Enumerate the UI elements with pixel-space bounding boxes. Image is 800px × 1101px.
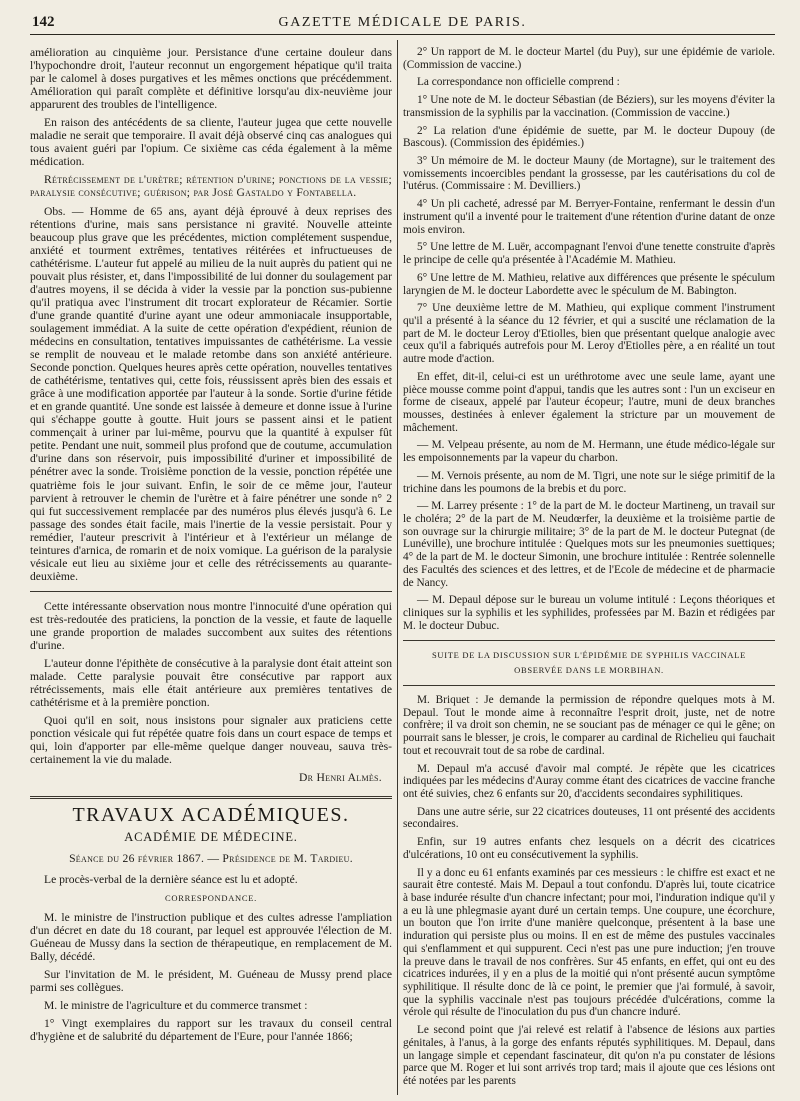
case-title: Rétrécissement de l'urètre; rétention d'urine; ponctions de la vessie; paralysie consécutive; guérison; par José Gastaldo y Fontabella. (30, 173, 392, 200)
seance-line: Séance du 26 février 1867. — Présidence de M. Tardieu. (69, 851, 353, 865)
right-column (403, 46, 775, 1094)
paragraph: Quoi qu'il en soit, nous insistons pour signaler aux praticiens cette ponction vésicale qui fut répétée quatre fois dans un court espace de temps et qui, loin d'apporter par elle-même quelque danger nouveau, sauva très-certainement la vie du malade. (30, 714, 392, 767)
paragraph: Sur l'invitation de M. le président, M. Guéneau de Mussy prend place parmi ses collègues. (30, 967, 392, 994)
paragraph: La correspondance non officielle comprend : (417, 76, 620, 89)
page-header (30, 6, 775, 35)
paragraph: M. le ministre de l'agriculture et du commerce transmet : (44, 999, 308, 1012)
paragraph: M. Briquet : Je demande la permission de répondre quelques mots à M. Depaul. Tout le monde aime à reconnaître l'esprit droit, juste, net de notre confrère; il va droit son chemin, ne se souciant pas de ménager ce qui le gêne; on pourrait sans le blesser, je crois, le comparer au cardinal de Richelieu qui fauchait tout et recouvrait tout de sa robe de cardinal. (403, 693, 775, 757)
left-column (30, 46, 392, 1094)
paragraph: Enfin, sur 19 autres enfants chez lesquels on a décrit des cicatrices d'ulcérations, 10 ont eu consécutivement la syphilis. (403, 836, 775, 861)
paragraph: — M. Vernois présente, au nom de M. Tigri, une note sur le siége primitif de la trichine dans les poumons de la brebis et du porc. (403, 469, 775, 495)
journal-title: GAZETTE MÉDICALE DE PARIS. (278, 15, 527, 30)
discussion-heading: SUITE DE LA DISCUSSION SUR L'ÉPIDÉMIE DE SYPHILIS VACCINALE (431, 650, 747, 661)
paragraph: Cette intéressante observation nous montre l'innocuité d'une opération qui est très-redoutée des praticiens, la ponction de la vessie, et faute de laquelle une grande proportion de malades succombent aux suites des rétentions d'urine. (30, 599, 392, 653)
paragraph: Le second point que j'ai relevé est relatif à l'absence de lésions aux parties génitales, à l'anus, à la gorge des enfants réputés syphilitiques. M. Depaul, dans un langage simple et cependant fascinateur, dit qu'on n'a pu constater de lésions parce que M. Roger et lui sont arrivés trop tard; mais il ajoute que ces lésions ont été notées par les parents (403, 1024, 775, 1088)
paragraph: Il y a donc eu 61 enfants examinés par ces messieurs : le chiffre est exact et ne saurait être contesté. Mais M. Depaul a tout confondu. D'après lui, toute cicatrice à base indurée résulte d'un chancre infectant; pour moi, l'induration indique qu'il y a eu là une phlegmasie ayant duré un certain temps. Une coupure, une écorchure, un bouton que l'on irrite d'une manière quelconque, présentent à la base une induration qui persiste plus ou moins. Il en est de même des pustules vaccinales qui s'enflamment et qui suppurent. Ceci n'est pas une pure induction; j'en trouve la preuve dans le travail de nos confrères. Sur 45 enfants, en effet, qui ont eu des cicatrices indurées, il y en a plus de la moitié qui n'ont présenté aucun symptôme syphilitique. Il résulte donc de là ce point, le premier que j'ai formulé, à savoir, que la syphilis vaccinale n'est pas toujours précédée d'ulcérations, comme la vérole qui résulte de l'inoculation du pus d'un chancre induré. (403, 866, 775, 1019)
paragraph: 4° Un pli cacheté, adressé par M. Berryer-Fontaine, renfermant le dessin d'un instrument qu'il a inventé pour le traitement d'une rétention d'urine datant de onze mois environ. (403, 198, 775, 236)
paragraph: En raison des antécédents de sa cliente, l'auteur jugea que cette nouvelle maladie ne serait que temporaire. Il avait déjà observé cinq cas analogues qui tous avaient guéri par l'opium. Ce sixième cas céda également à la même médication. (30, 116, 392, 169)
paragraph: 2° La relation d'une épidémie de suette, par M. le docteur Dupouy (de Bascous). (Commission des épidémies.) (403, 124, 775, 150)
paragraph: 3° Un mémoire de M. le docteur Mauny (de Mortagne), sur le traitement des vomissements incoercibles pendant la grossesse, par les cautérisations du col de l'utérus. (Commissaire : M. Devilliers.) (403, 155, 775, 193)
paragraph: En effet, dit-il, celui-ci est un uréthrotome avec une seule lame, ayant une pièce mousse comme point d'appui, tandis que les autres sont : l'un un exciseur en forme de ciseaux, appelé par l'auteur écopeur; l'autre, muni de deux branches mousses, destinées à enlever également la stricture par un mouvement de mâchement. (403, 370, 775, 434)
separator (30, 591, 392, 592)
paragraph: amélioration au cinquième jour. Persistance d'une certaine douleur dans l'hypochondre droit, l'auteur reconnut un engorgement hépatique qu'il traita par le calomel à doses purgatives et les mêmes onctions que précédemment. Amélioration qui paraît complète et définitive lorsqu'au dix-neuvième jour apparurent des troubles de l'intelligence. (30, 46, 392, 112)
section-separator (30, 796, 392, 799)
paragraph: M. Depaul m'a accusé d'avoir mal compté. Je répète que les cicatrices indiquées par les médecins d'Auray comme étant des cicatrices de vaccine franche ont été suivies, chez 6 enfants sur 20, d'accidents secondaires syphilitiques. (403, 762, 775, 800)
paragraph: Dans une autre série, sur 22 cicatrices douteuses, 11 ont présenté des accidents secondaires. (403, 805, 775, 831)
paragraph: 6° Une lettre de M. Mathieu, relative aux différences que présente le spéculum laryngien de M. le docteur Labordette avec le spéculum de M. Babington. (403, 271, 775, 297)
academy-title: ACADÉMIE DE MÉDECINE. (124, 829, 298, 844)
correspondance-heading: CORRESPONDANCE. (165, 892, 257, 903)
paragraph: L'auteur donne l'épithète de consécutive à la paralysie dont était atteint son malade. Cette paralysie pouvait être consécutive par rapport aux rétrécissements, mais elle était antérieure aux premières tentatives de cathétérisme et à la première ponction. (30, 657, 392, 710)
discussion-subheading: OBSERVÉE DANS LE MORBIHAN. (514, 665, 664, 676)
paragraph: 1° Vingt exemplaires du rapport sur les travaux du conseil central d'hygiène et de salubrité du département de l'Eure, pour l'année 1866; (30, 1017, 392, 1044)
paragraph: 7° Une deuxième lettre de M. Mathieu, qui explique comment l'instrument qu'il a présenté à la séance du 12 février, et qui a suscité une réclamation de la part de M. le docteur Leroy d'Etiolles, bien que présentant quelque analogie avec ceux qu'il a fabriqués autrefois pour M. Leroy d'Etiolles père, a en réalité un tout autre mode d'action. (403, 302, 775, 366)
paragraph: Obs. — Homme de 65 ans, ayant déjà éprouvé à deux reprises des rétentions d'urine, mais sans persistance ni gravité. Nouvelle atteinte beaucoup plus grave que les précédentes, miction complétement suspendue, anxiété et tourment extrêmes, tentatives réitérées et infructueuses de cathétérisme. L'auteur fut appelé au milieu de la nuit auprès du patient qui ne pouvait plus résister, et, dans l'impossibilité de lui donner du soulagement par d'autres moyens, il se décida à vider la vessie par la ponction sus-pubienne qu'il pratiqua avec l'instrument dit trocart explorateur de Récamier. Sortie d'une grande quantité d'urine ayant une odeur ammoniacale insupportable, soulagement immédiat. A la suite de cette opération d'expédient, réunion de médecins en consultation, tentatives impuissantes de cathétérisme. La vessie se remplit de nouveau et le malade retombe dans son anxiété antérieure. Seconde ponction. Quelques heures après cette opération, nouvelles tentatives de cathétérisme, tentatives qui, cette fois, réussissent après bien des essais et grâce à une modification apportée par l'auteur à la sonde. Sortie d'urine fétide et en grande quantité. Une sonde est laissée à demeure et donne issue à l'urine qui s'échappe goutte à goutte. Huit jours se passent ainsi et le patient commençait à uriner par lui-même, pourvu que la quantité à expulser fût petite. Pendant une nuit, sommeil plus profond que de coutume, accumulation d'urine dans son réservoir, puis impossibilité d'uriner et impossibilité de pénétrer avec la sonde. Troisième ponction de la vessie, ponction répétée une quatrième fois le jour suivant. Enfin, le soir de ce même jour, l'auteur parvient à retrouver le chemin de l'urètre et à faire pénétrer une sonde n° 2 qui fut successivement remplacée par des numéros plus élevés jusqu'à 6. Le passage des sondes était facile, mais l'inertie de la vessie persistait. Pour y remédier, l'auteur prescrivit à l'intérieur et à l'extérieur un mélange de teintures d'arnica, de romarin et de noix vomique. La guérison de la paralysie vésicale eut lieu au sixième jour et celle des rétrécissements au quarante-deuxième. (30, 204, 392, 583)
signature: Dr Henri Almès. (298, 771, 382, 785)
separator (403, 685, 775, 686)
paragraph: 5° Une lettre de M. Luër, accompagnant l'envoi d'une tenette construite d'après le principe de celle qu'a présentée à l'Académie M. Mathieu. (403, 241, 775, 267)
section-title: TRAVAUX ACADÉMIQUES. (72, 804, 350, 827)
paragraph: — M. Larrey présente : 1° de la part de M. le docteur Martineng, un travail sur le choléra; 2° de la part de M. Neudœrfer, la deuxième et la troisième partie de son ouvrage sur la chirurgie militaire; 3° de la part de M. le docteur Putegnat (de Lunéville), une brochure intitulée : Quelques mots sur les pneumonies suettiques; 4° de la part de M. le docteur Simonin, une brochure intitulée : Rentrée solennelle des Facultés des sciences et des lettres, et de l'Ecole de médecine et de pharmacie de Nancy. (403, 500, 775, 589)
separator (403, 640, 775, 641)
paragraph: 1° Une note de M. le docteur Sébastian (de Béziers), sur les moyens d'éviter la transmission de la syphilis par la vaccination. (Commission de vaccine.) (403, 94, 775, 119)
paragraph: M. le ministre de l'instruction publique et des cultes adresse l'ampliation d'un décret en date du 18 courant, par lequel est approuvée l'élection de M. Guéneau de Mussy dans la section de thérapeutique, en remplacement de M. Bally, décédé. (30, 910, 392, 963)
paragraph: — M. Depaul dépose sur le bureau un volume intitulé : Leçons théoriques et cliniques sur la syphilis et les syphilides, professées par M. Bazin et rédigées par M. le docteur Dubuc. (403, 594, 775, 632)
page-number: 142 (32, 14, 55, 30)
paragraph: Le procès-verbal de la dernière séance est lu et adopté. (44, 872, 298, 886)
paragraph: — M. Velpeau présente, au nom de M. Hermann, une étude médico-légale sur les empoisonnements par la vapeur du charbon. (403, 439, 775, 465)
paragraph: 2° Un rapport de M. le docteur Martel (du Puy), sur une épidémie de variole. (Commission de vaccine.) (403, 46, 775, 71)
column-divider (397, 40, 398, 1095)
